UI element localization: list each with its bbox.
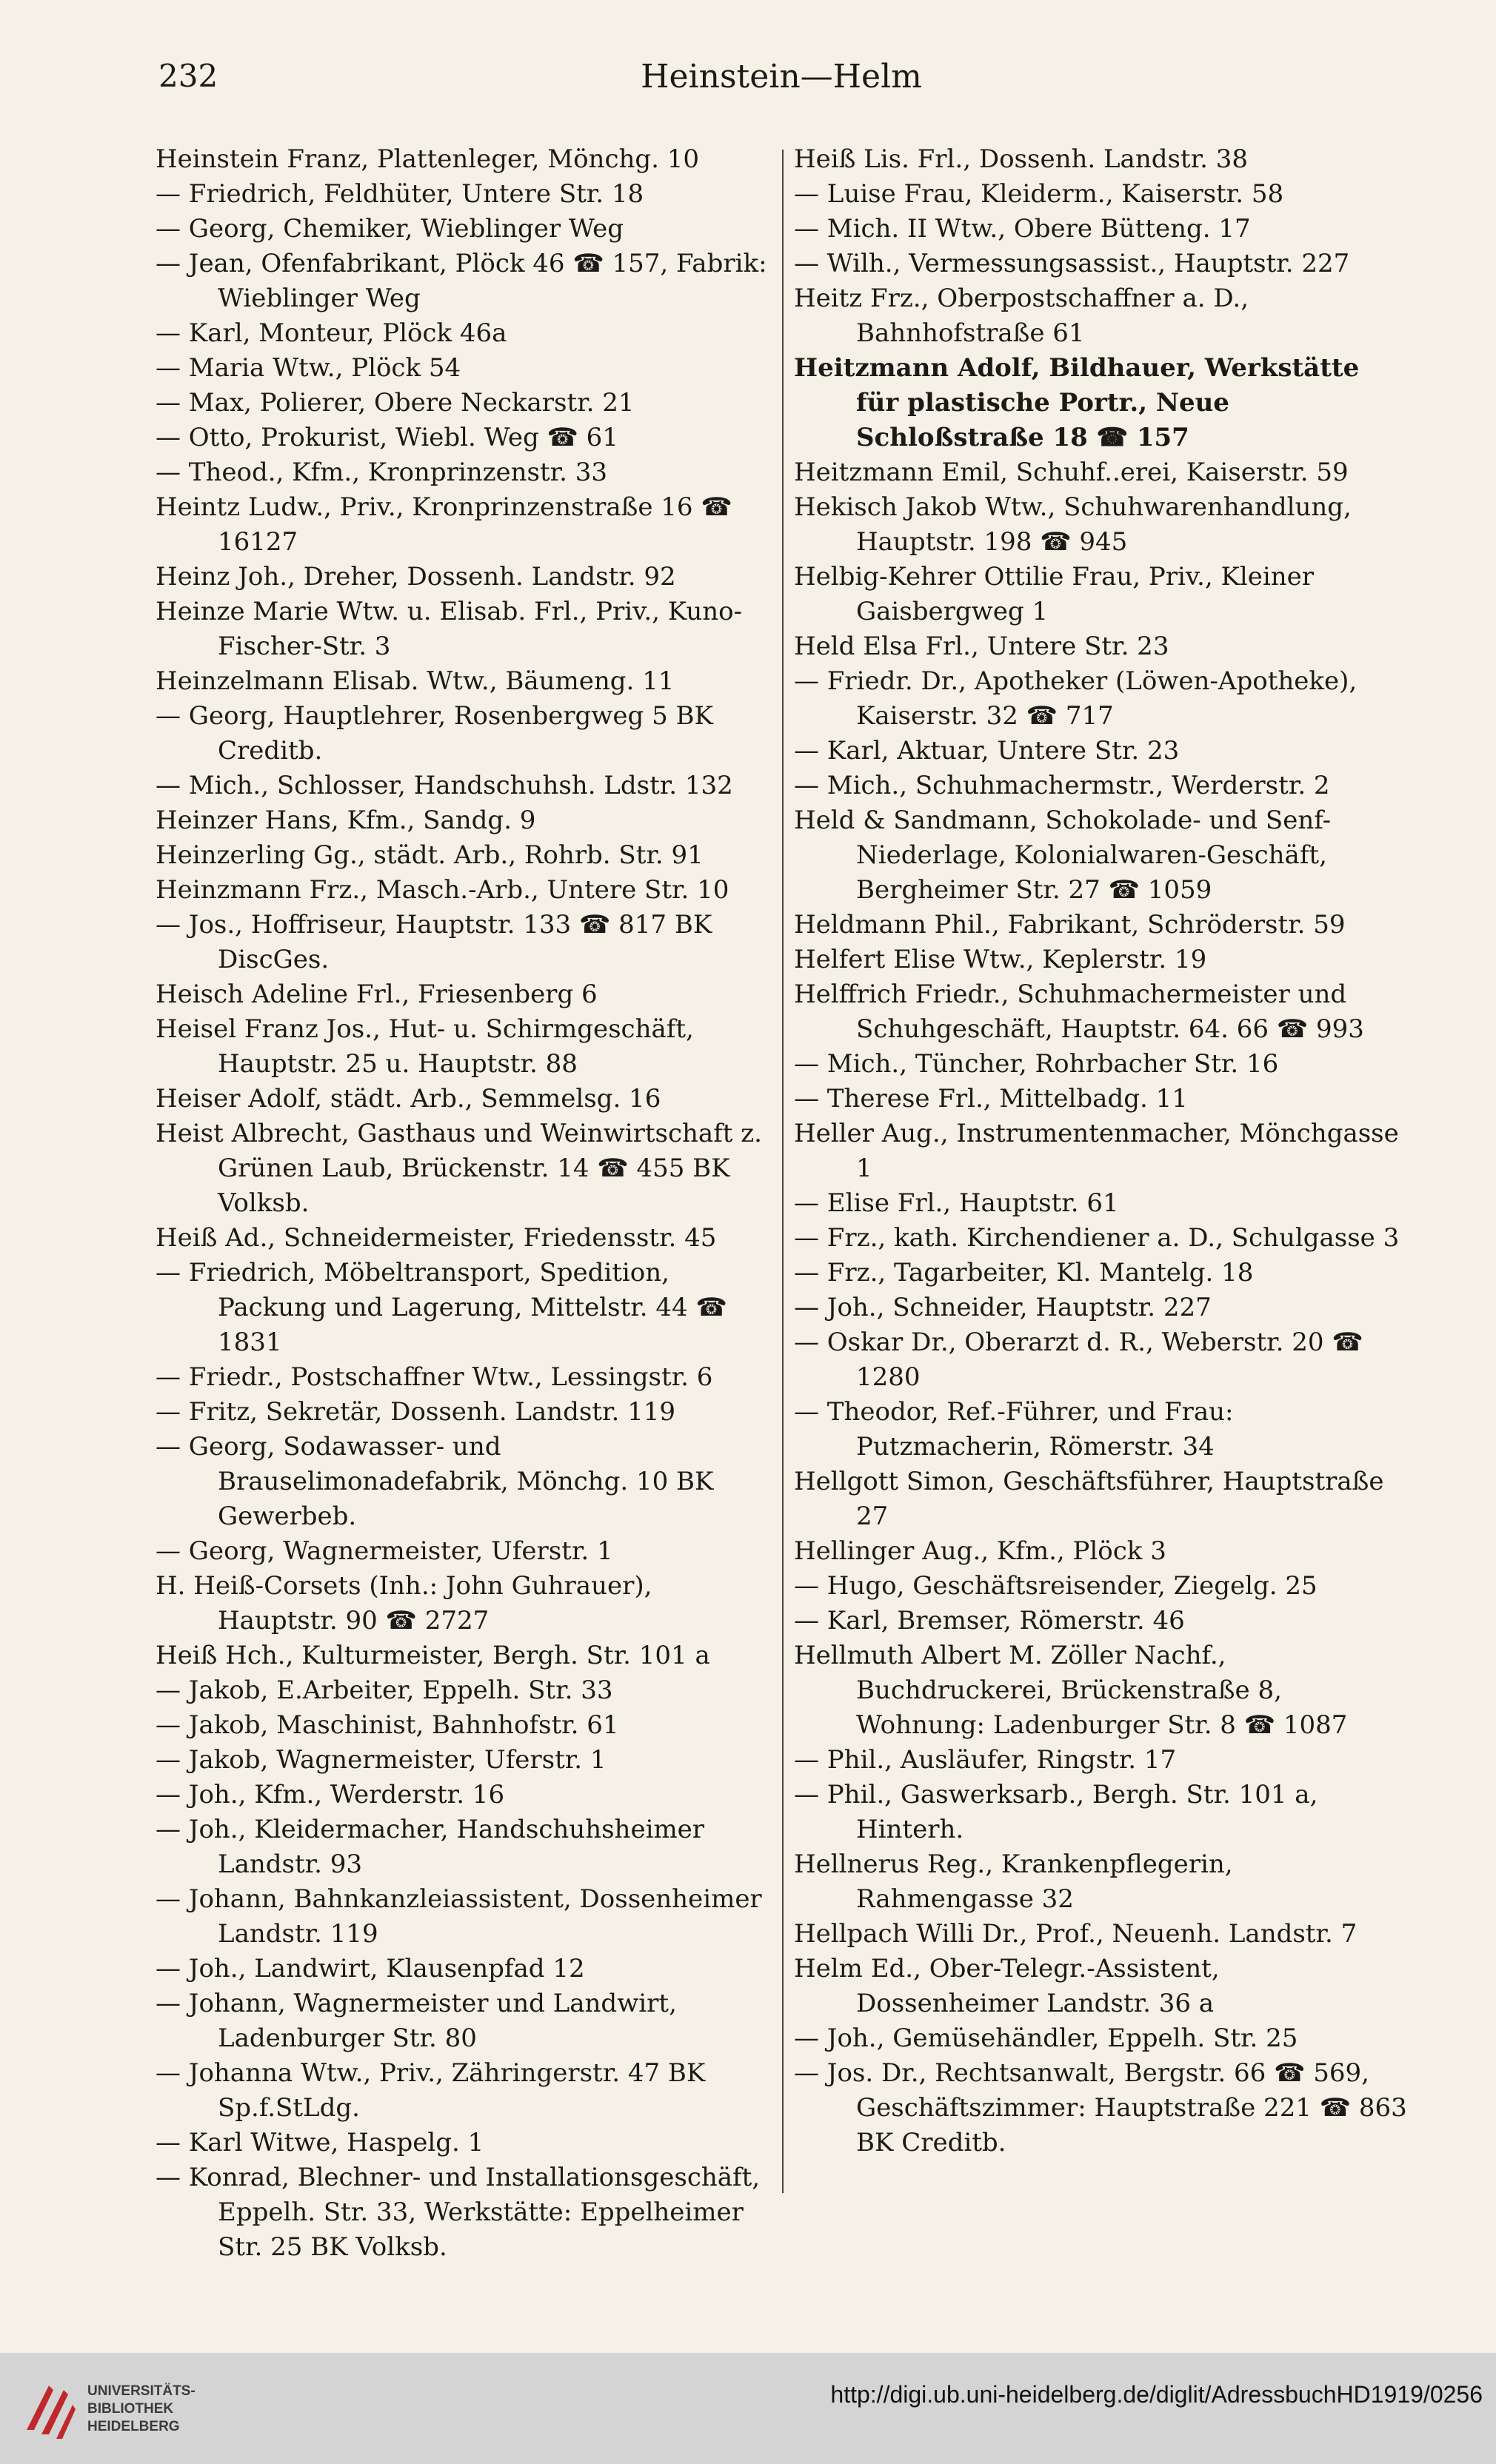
library-logo-text bbox=[87, 2383, 196, 2436]
directory-entry: — Johanna Wtw., Priv., Zähringerstr. 47 BK Sp.f.StLdg. bbox=[156, 2058, 706, 2123]
directory-entry: — Friedrich, Feldhüter, Untere Str. 18 bbox=[156, 179, 644, 209]
directory-entry: — Max, Polierer, Obere Neckarstr. 21 bbox=[156, 388, 635, 418]
column-divider bbox=[782, 150, 784, 2193]
directory-entry: — Mich., Schuhmachermstr., Werderstr. 2 bbox=[794, 771, 1330, 800]
directory-entry: Heiß Hch., Kulturmeister, Bergh. Str. 101 a bbox=[156, 1641, 710, 1670]
directory-entry: Helbig-Kehrer Ottilie Frau, Priv., Kleiner Gaisbergweg 1 bbox=[794, 562, 1314, 626]
directory-entry: Heller Aug., Instrumentenmacher, Mönchgasse 1 bbox=[794, 1119, 1399, 1183]
directory-entry: — Friedr. Dr., Apotheker (Löwen-Apotheke), Kaiserstr. 32 ☎ 717 bbox=[794, 666, 1358, 731]
directory-entry: Held & Sandmann, Schokolade- und Senf-Niederlage, Kolonialwaren-Geschäft, Bergheimer Str. 27 ☎ 1059 bbox=[794, 806, 1332, 905]
directory-entry: Helffrich Friedr., Schuhmachermeister und Schuhgeschäft, Hauptstr. 64. 66 ☎ 993 bbox=[794, 980, 1364, 1044]
directory-entry: — Joh., Landwirt, Klausenpfad 12 bbox=[156, 1954, 585, 1983]
directory-entry: H. Heiß-Corsets (Inh.: John Guhrauer), Hauptstr. 90 ☎ 2727 bbox=[156, 1571, 652, 1636]
directory-entry: — Georg, Chemiker, Wieblinger Weg bbox=[156, 214, 624, 244]
directory-entry: — Konrad, Blechner- und Installationsgeschäft, Eppelh. Str. 33, Werkstätte: Eppelheimer Str. 25 BK Volksb. bbox=[156, 2163, 761, 2262]
directory-entry: — Maria Wtw., Plöck 54 bbox=[156, 353, 461, 383]
viewer-footer bbox=[0, 2353, 1496, 2464]
directory-entry: — Frz., Tagarbeiter, Kl. Mantelg. 18 bbox=[794, 1258, 1254, 1288]
directory-entry: — Jos., Hoffriseur, Hauptstr. 133 ☎ 817 BK DiscGes. bbox=[156, 910, 712, 974]
directory-entry: — Johann, Bahnkanzleiassistent, Dossenheimer Landstr. 119 bbox=[156, 1884, 762, 1949]
logo-line: HEIDELBERG bbox=[87, 2419, 180, 2434]
logo-line: BIBLIOTHEK bbox=[87, 2401, 174, 2417]
directory-entry: — Therese Frl., Mittelbadg. 11 bbox=[794, 1084, 1188, 1114]
directory-entry: — Jos. Dr., Rechtsanwalt, Bergstr. 66 ☎ 569, Geschäftszimmer: Hauptstraße 221 ☎ 863 BK Creditb. bbox=[794, 2058, 1407, 2157]
source-url[interactable]: http://digi.ub.uni-heidelberg.de/diglit/AdressbuchHD1919/0256 bbox=[830, 2381, 1483, 2408]
directory-entry: — Joh., Kfm., Werderstr. 16 bbox=[156, 1780, 505, 1810]
directory-entry: — Theod., Kfm., Kronprinzenstr. 33 bbox=[156, 458, 608, 487]
directory-entry: Hellpach Willi Dr., Prof., Neuenh. Landstr. 7 bbox=[794, 1919, 1358, 1949]
directory-entry: — Otto, Prokurist, Wiebl. Weg ☎ 61 bbox=[156, 423, 618, 452]
directory-entry: Hellnerus Reg., Krankenpflegerin, Rahmengasse 32 bbox=[794, 1849, 1233, 1914]
page-header bbox=[156, 58, 1407, 102]
directory-entry: Heist Albrecht, Gasthaus und Weinwirtschaft z. Grünen Laub, Brückenstr. 14 ☎ 455 BK Volksb. bbox=[156, 1119, 762, 1218]
logo-line: UNIVERSITÄTS- bbox=[87, 2383, 196, 2399]
directory-entry: Heiß Lis. Frl., Dossenh. Landstr. 38 bbox=[794, 144, 1248, 174]
directory-entry: — Karl, Bremser, Römerstr. 46 bbox=[794, 1606, 1185, 1636]
directory-entry: Heinz Joh., Dreher, Dossenh. Landstr. 92 bbox=[156, 562, 676, 592]
directory-entry: — Phil., Ausläufer, Ringstr. 17 bbox=[794, 1745, 1177, 1775]
directory-entry: — Mich. II Wtw., Obere Bütteng. 17 bbox=[794, 214, 1251, 244]
directory-entry: Heldmann Phil., Fabrikant, Schröderstr. 59 bbox=[794, 910, 1346, 940]
directory-entry: Heinzerling Gg., städt. Arb., Rohrb. Str. 91 bbox=[156, 840, 704, 870]
directory-entry: — Karl Witwe, Haspelg. 1 bbox=[156, 2128, 484, 2157]
directory-entry: Helm Ed., Ober-Telegr.-Assistent, Dossenheimer Landstr. 36 a bbox=[794, 1954, 1220, 2018]
left-column bbox=[156, 142, 770, 2265]
directory-entry: — Luise Frau, Kleiderm., Kaiserstr. 58 bbox=[794, 179, 1284, 209]
directory-entry: — Theodor, Ref.-Führer, und Frau: Putzmacherin, Römerstr. 34 bbox=[794, 1397, 1234, 1462]
directory-entry: — Jakob, Wagnermeister, Uferstr. 1 bbox=[156, 1745, 607, 1775]
directory-entry: — Georg, Hauptlehrer, Rosenbergweg 5 BK Creditb. bbox=[156, 701, 713, 766]
directory-entry: Heinzelmann Elisab. Wtw., Bäumeng. 11 bbox=[156, 666, 675, 696]
directory-entry: — Elise Frl., Hauptstr. 61 bbox=[794, 1188, 1119, 1218]
directory-entry: Held Elsa Frl., Untere Str. 23 bbox=[794, 632, 1169, 661]
library-logo-icon bbox=[19, 2371, 79, 2445]
directory-entry: — Georg, Sodawasser- und Brauselimonadefabrik, Mönchg. 10 BK Gewerbeb. bbox=[156, 1432, 714, 1531]
page-number: 232 bbox=[158, 58, 218, 94]
directory-entry: — Friedr., Postschaffner Wtw., Lessingstr. 6 bbox=[156, 1362, 713, 1392]
directory-entry: — Fritz, Sekretär, Dossenh. Landstr. 119 bbox=[156, 1397, 675, 1427]
directory-entry: Heitz Frz., Oberpostschaffner a. D., Bahnhofstraße 61 bbox=[794, 284, 1249, 348]
directory-entry: Heinstein Franz, Plattenleger, Mönchg. 10 bbox=[156, 144, 700, 174]
directory-entry: — Mich., Schlosser, Handschuhsh. Ldstr. 132 bbox=[156, 771, 733, 800]
directory-entry: — Karl, Monteur, Plöck 46a bbox=[156, 318, 507, 348]
directory-entry: — Wilh., Vermessungsassist., Hauptstr. 227 bbox=[794, 249, 1350, 278]
directory-entry: — Jean, Ofenfabrikant, Plöck 46 ☎ 157, Fabrik: Wieblinger Weg bbox=[156, 249, 767, 313]
directory-entry: — Jakob, E.Arbeiter, Eppelh. Str. 33 bbox=[156, 1675, 613, 1705]
directory-entry: — Hugo, Geschäftsreisender, Ziegelg. 25 bbox=[794, 1571, 1318, 1601]
directory-entry: — Phil., Gaswerksarb., Bergh. Str. 101 a, Hinterh. bbox=[794, 1780, 1318, 1844]
directory-entry: Heitzmann Emil, Schuhf..erei, Kaiserstr. 59 bbox=[794, 458, 1349, 487]
directory-entry: Hekisch Jakob Wtw., Schuhwarenhandlung, Hauptstr. 198 ☎ 945 bbox=[794, 492, 1352, 557]
directory-entry: Heintz Ludw., Priv., Kronprinzenstraße 16 ☎ 16127 bbox=[156, 492, 732, 557]
directory-entry: — Frz., kath. Kirchendiener a. D., Schulgasse 3 bbox=[794, 1223, 1400, 1253]
directory-entry: Heitzmann Adolf, Bildhauer, Werkstätte für plastische Portr., Neue Schloßstraße 18 ☎ 157 bbox=[794, 353, 1360, 452]
directory-entry: Heinzmann Frz., Masch.-Arb., Untere Str. 10 bbox=[156, 875, 729, 905]
library-logo[interactable] bbox=[19, 2371, 204, 2445]
directory-entry: — Johann, Wagnermeister und Landwirt, Ladenburger Str. 80 bbox=[156, 1989, 677, 2053]
directory-entry: Heisch Adeline Frl., Friesenberg 6 bbox=[156, 980, 598, 1009]
directory-columns bbox=[156, 142, 1407, 2262]
directory-entry: Heiser Adolf, städt. Arb., Semmelsg. 16 bbox=[156, 1084, 661, 1114]
right-column bbox=[794, 142, 1409, 2160]
directory-entry: — Jakob, Maschinist, Bahnhofstr. 61 bbox=[156, 1710, 619, 1740]
directory-entry: Heiß Ad., Schneidermeister, Friedensstr. 45 bbox=[156, 1223, 717, 1253]
directory-entry: — Karl, Aktuar, Untere Str. 23 bbox=[794, 736, 1180, 766]
directory-entry: Heisel Franz Jos., Hut- u. Schirmgeschäft, Hauptstr. 25 u. Hauptstr. 88 bbox=[156, 1014, 694, 1079]
directory-entry: Hellmuth Albert M. Zöller Nachf., Buchdruckerei, Brückenstraße 8, Wohnung: Ladenburger Str. 8 ☎ 1087 bbox=[794, 1641, 1348, 1740]
directory-entry: — Joh., Kleidermacher, Handschuhsheimer Landstr. 93 bbox=[156, 1815, 705, 1879]
directory-entry: — Oskar Dr., Oberarzt d. R., Weberstr. 20 ☎ 1280 bbox=[794, 1328, 1363, 1392]
directory-entry: — Georg, Wagnermeister, Uferstr. 1 bbox=[156, 1536, 613, 1566]
directory-entry: — Joh., Gemüsehändler, Eppelh. Str. 25 bbox=[794, 2023, 1298, 2053]
directory-entry: — Mich., Tüncher, Rohrbacher Str. 16 bbox=[794, 1049, 1279, 1079]
directory-entry: — Friedrich, Möbeltransport, Spedition, Packung und Lagerung, Mittelstr. 44 ☎ 1831 bbox=[156, 1258, 727, 1357]
directory-entry: Helfert Elise Wtw., Keplerstr. 19 bbox=[794, 945, 1207, 974]
directory-entry: Heinzer Hans, Kfm., Sandg. 9 bbox=[156, 806, 536, 835]
running-head: Heinstein—Helm bbox=[641, 58, 922, 96]
directory-entry: Heinze Marie Wtw. u. Elisab. Frl., Priv., Kuno-Fischer-Str. 3 bbox=[156, 597, 743, 661]
directory-entry: Hellgott Simon, Geschäftsführer, Hauptstraße 27 bbox=[794, 1467, 1384, 1531]
directory-entry: Hellinger Aug., Kfm., Plöck 3 bbox=[794, 1536, 1166, 1566]
directory-entry: — Joh., Schneider, Hauptstr. 227 bbox=[794, 1293, 1212, 1322]
